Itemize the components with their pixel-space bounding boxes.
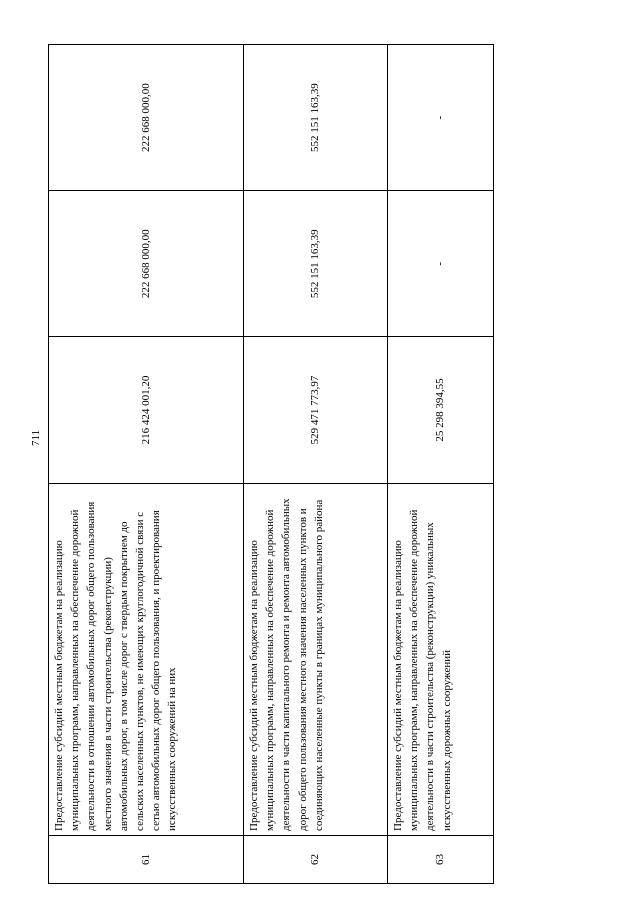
table-row — [388, 45, 494, 884]
rotated-page — [30, 44, 493, 884]
table-row — [244, 45, 388, 884]
page-number: 711 — [30, 429, 42, 446]
amount-cell: 552 151 163,39 — [244, 45, 388, 191]
amount-cell: 552 151 163,39 — [244, 191, 388, 337]
amount-cell: 529 471 773,97 — [244, 337, 388, 483]
row-number: 61 — [49, 835, 244, 883]
row-number: 62 — [244, 835, 388, 883]
amount-cell: 222 668 000,00 — [49, 45, 244, 191]
row-description: Предоставление субсидий местным бюджетам на реализацию муниципальных программ, направленных на обеспечение дорожной деятельности в части капитального ремонта и ремонта автомобильных дорог общего пользования местного значения населенных пунктов и соединяющих населенные пункты в границах муниципального района — [244, 483, 388, 835]
subsidy-table — [48, 44, 494, 884]
amount-cell: 222 668 000,00 — [49, 191, 244, 337]
amount-cell: 216 424 001,20 — [49, 337, 244, 483]
row-description: Предоставление субсидий местным бюджетам на реализацию муниципальных программ, направленных на обеспечение дорожной деятельности в отношении автомобильных дорог общего пользования местного значения в части строительства (реконструкции) автомобильных дорог, в том числе дорог с твердым покрытием до сельских населенных пунктов, не имеющих круглогодичной связи с сетью автомобильных дорог общего пользования, и проектирования искусственных сооружений на них — [49, 483, 244, 835]
amount-cell: - — [388, 191, 494, 337]
row-number: 63 — [388, 835, 494, 883]
table-row — [49, 45, 244, 884]
amount-cell: - — [388, 45, 494, 191]
amount-cell: 25 298 394,55 — [388, 337, 494, 483]
row-description: Предоставление субсидий местным бюджетам на реализацию муниципальных программ, направленных на обеспечение дорожной деятельности в части строительства (реконструкции) уникальных искусственных дорожных сооружений — [388, 483, 494, 835]
